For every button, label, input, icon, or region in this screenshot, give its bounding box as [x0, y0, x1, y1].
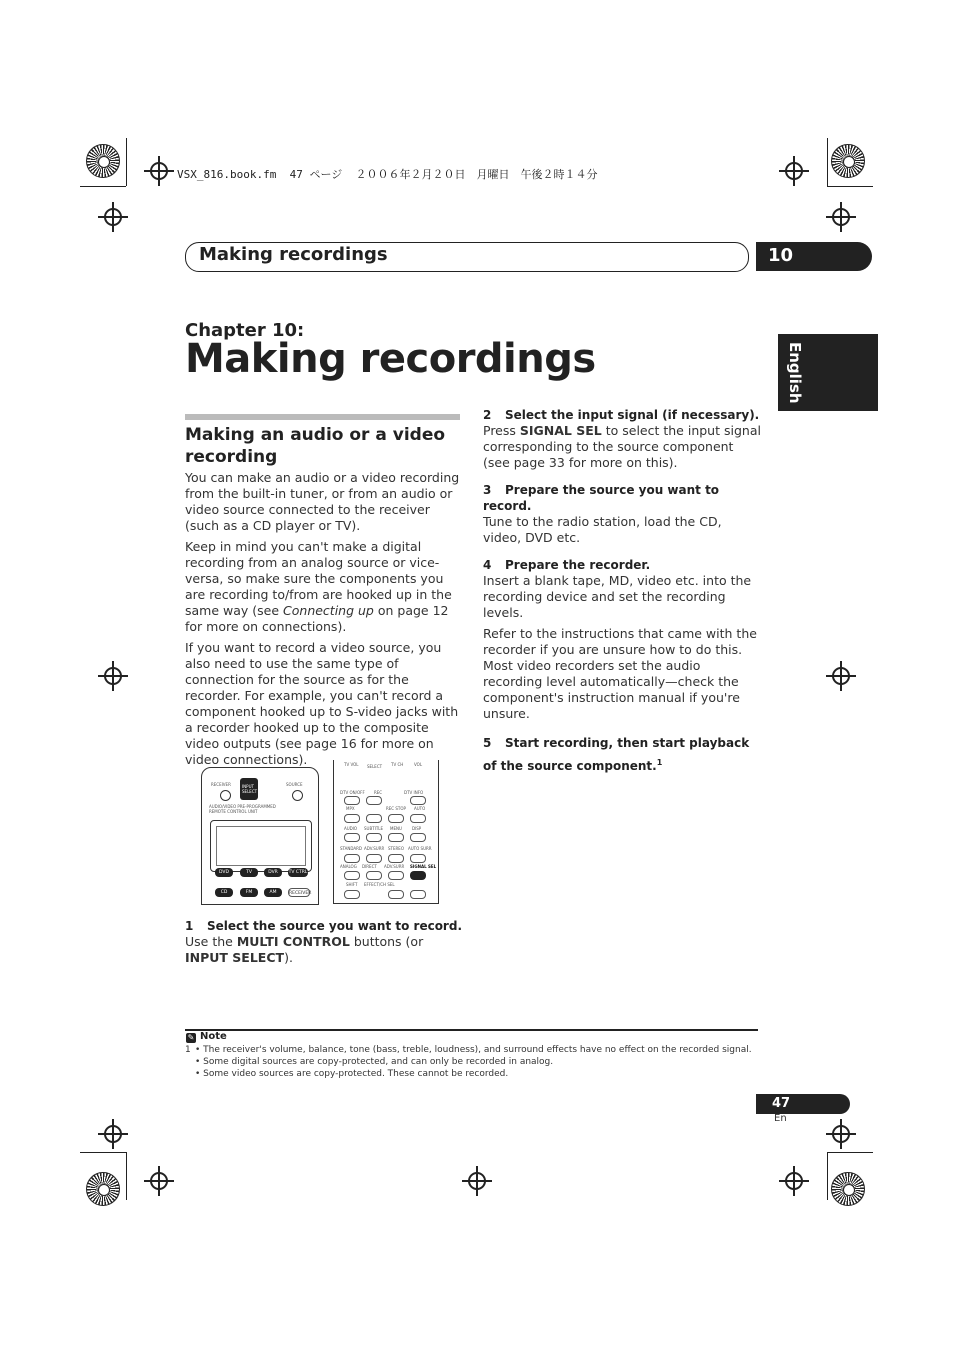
remote-button: RECEIVER: [288, 888, 310, 897]
step-heading: 3 Prepare the source you want to record.: [483, 483, 720, 513]
note-rule: [185, 1029, 758, 1031]
crosshair-mark: [468, 1172, 486, 1190]
page-number: 47: [772, 1096, 791, 1111]
remote-label: VOL: [414, 762, 423, 767]
remote-label: DTV INFO: [404, 790, 424, 795]
crosshair-mark: [832, 1125, 850, 1143]
cross-reference: Connecting up: [283, 603, 374, 618]
footnote-ref: 1: [656, 758, 663, 767]
remote-label: AUTO: [414, 806, 426, 811]
paragraph: You can make an audio or a video recording from the built-in tuner, or from an audio or video source connected to the receiver (such as a CD player or TV).: [185, 470, 460, 533]
remote-label: AUTO SURR: [408, 846, 432, 851]
crosshair-mark: [785, 1172, 803, 1190]
button-name: SIGNAL SEL: [519, 423, 602, 438]
remote-caption: AUDIO/VIDEO PRE-PROGRAMMED REMOTE CONTROL UNIT: [209, 804, 276, 814]
remote-label: ANALOG: [340, 864, 357, 869]
header-title: Making recordings: [199, 244, 388, 265]
remote-label: MENU: [390, 826, 402, 831]
crosshair-mark: [832, 208, 850, 226]
remote-button: [344, 890, 360, 899]
remote-button: [388, 854, 404, 863]
remote-label: ADV.SURR: [384, 864, 405, 869]
remote-button: [388, 890, 404, 899]
chapter-label: Chapter 10:: [185, 320, 305, 341]
step-heading: 4 Prepare the recorder.: [483, 558, 651, 572]
left-column-text: [185, 470, 460, 773]
crosshair-mark: [104, 1125, 122, 1143]
remote-label: MPX: [346, 806, 355, 811]
button-name: MULTI CONTROL: [236, 934, 350, 949]
crosshair-mark: [150, 162, 168, 180]
note-item: • Some video sources are copy-protected. These cannot be recorded.: [195, 1069, 509, 1079]
remote-label: REC STOP: [386, 806, 406, 811]
remote-button: [366, 796, 382, 805]
language-label: English: [786, 342, 804, 404]
remote-label: STANDARD: [340, 846, 363, 851]
remote-button: DVD: [215, 868, 233, 877]
crop-line: [827, 186, 873, 187]
remote-button: TV CTRL: [288, 870, 308, 875]
chapter-title: Making recordings: [185, 336, 596, 382]
right-column-text: [483, 407, 763, 776]
print-header: VSX_816.book.fm 47 ページ ２００６年２月２０日 月曜日 午後２時１４分: [177, 168, 598, 181]
paragraph: [185, 539, 460, 635]
page-number-badge: [756, 1094, 850, 1114]
remote-button: [344, 871, 360, 880]
crop-line: [126, 1152, 127, 1200]
remote-label: ADV.SURR: [364, 846, 385, 851]
text: on page 12 for more on connections).: [185, 603, 449, 634]
remote-label: REC: [374, 790, 383, 795]
footnote-number: 1: [185, 1045, 191, 1055]
crosshair-mark: [832, 667, 850, 685]
remote-button: [344, 833, 360, 842]
chapter-number-badge: [756, 242, 872, 271]
source-power-icon: [292, 790, 303, 801]
registration-sun-mark: [86, 1172, 120, 1206]
step-heading: [185, 918, 465, 934]
remote-label: SELECT: [367, 764, 383, 769]
remote-button: AM: [264, 888, 282, 897]
crosshair-mark: [104, 667, 122, 685]
crop-line: [126, 138, 127, 186]
button-name: INPUT SELECT: [185, 950, 285, 965]
step-body: Refer to the instructions that came with the recorder if you are unsure how to do this. Most video recorders set the audio recording level automatically—check the component's instruction manual if you're unsure.: [483, 626, 757, 721]
lcd-display: [210, 820, 312, 872]
step-body: Press SIGNAL SEL to select the input signal corresponding to the source component (see page 33 for more on this).: [483, 423, 761, 470]
remote-button: [366, 871, 382, 880]
remote-label: DIRECT: [362, 864, 377, 869]
step-heading: 2 Select the input signal (if necessary).: [483, 408, 760, 422]
crosshair-mark: [785, 162, 803, 180]
note-item: • Some digital sources are copy-protected, and can only be recorded in analog.: [195, 1057, 554, 1067]
remote-button: [344, 796, 360, 805]
remote-button: TV: [240, 868, 258, 877]
registration-sun-mark: [86, 144, 120, 178]
remote-label: DISP: [412, 826, 422, 831]
crosshair-mark: [150, 1172, 168, 1190]
remote-button: CD: [215, 888, 233, 897]
step-heading: 5 Start recording, then start playback of the source component.$^1$: [483, 736, 750, 773]
section-bar: [185, 414, 460, 420]
crop-line: [80, 1152, 126, 1153]
remote-button: [344, 854, 360, 863]
remote-button: [410, 890, 426, 899]
remote-button: DVR: [264, 868, 282, 877]
step-number: 1: [185, 919, 194, 933]
remote-button: [388, 871, 404, 880]
remote-button: [388, 814, 404, 823]
registration-sun-mark: [831, 144, 865, 178]
signal-sel-label: SIGNAL SEL: [410, 864, 437, 869]
remote-label: TV VOL: [344, 762, 359, 767]
remote-button: [366, 854, 382, 863]
remote-left-illustration: [201, 767, 319, 905]
page-lang: En: [774, 1113, 787, 1124]
remote-label: SHIFT: [346, 882, 358, 887]
crop-line: [827, 138, 828, 186]
source-label: SOURCE: [286, 782, 303, 787]
remote-label: STEREO: [388, 846, 404, 851]
step-body: Insert a blank tape, MD, video etc. into the recording device and set the recording levels.: [483, 573, 752, 620]
crop-line: [827, 1152, 828, 1200]
remote-button: [410, 854, 426, 863]
remote-button: FM: [240, 888, 258, 897]
step-1: [185, 918, 465, 966]
remote-label: EFFECT/CH SEL: [364, 882, 395, 887]
power-icon: [220, 790, 231, 801]
section-title: Making an audio or a video recording: [185, 425, 446, 467]
step-body: Tune to the radio station, load the CD, video, DVD etc.: [483, 514, 722, 545]
remote-button: [410, 833, 426, 842]
note-icon: ✎: [187, 1033, 195, 1042]
crosshair-mark: [104, 208, 122, 226]
note-label: Note: [200, 1031, 227, 1042]
remote-button: [366, 833, 382, 842]
step-body: Use the MULTI CONTROL buttons (or INPUT SELECT).: [185, 934, 424, 965]
crop-line: [827, 1152, 873, 1153]
paragraph: If you want to record a video source, you also need to use the same type of connection for the source as for the recorder. For example, you can't record a component hooked up to S-video jacks with a recorder hooked up to the composite video outputs (see page 16 for more on video connections).: [185, 640, 459, 767]
remote-button: [366, 814, 382, 823]
remote-label: DTV ON/OFF: [340, 790, 365, 795]
note-item: • The receiver's volume, balance, tone (bass, treble, loudness), and surround effects have no effect on the recorded signal.: [195, 1045, 752, 1055]
language-tab: [778, 334, 878, 411]
registration-sun-mark: [831, 1172, 865, 1206]
text: Keep in mind you can't make a digital recording from an analog source or vice-versa, so make sure the components you are recording to/from are hooked up in the same way (see: [185, 539, 452, 618]
crop-line: [80, 186, 126, 187]
remote-button: [344, 814, 360, 823]
remote-label: AUDIO: [344, 826, 358, 831]
input-select-label: INPUT SELECT: [242, 784, 258, 794]
remote-button: [410, 814, 426, 823]
step-title: Select the source you want to record.: [207, 919, 462, 933]
remote-label: TV CH: [391, 762, 404, 767]
remote-right-illustration: [333, 760, 439, 904]
remote-button: [388, 833, 404, 842]
remote-label: SUBTITLE: [364, 826, 384, 831]
chapter-number: 10: [768, 245, 794, 266]
receiver-label: RECEIVER: [211, 782, 231, 787]
signal-sel-button: [410, 871, 426, 880]
remote-button: [410, 796, 426, 805]
